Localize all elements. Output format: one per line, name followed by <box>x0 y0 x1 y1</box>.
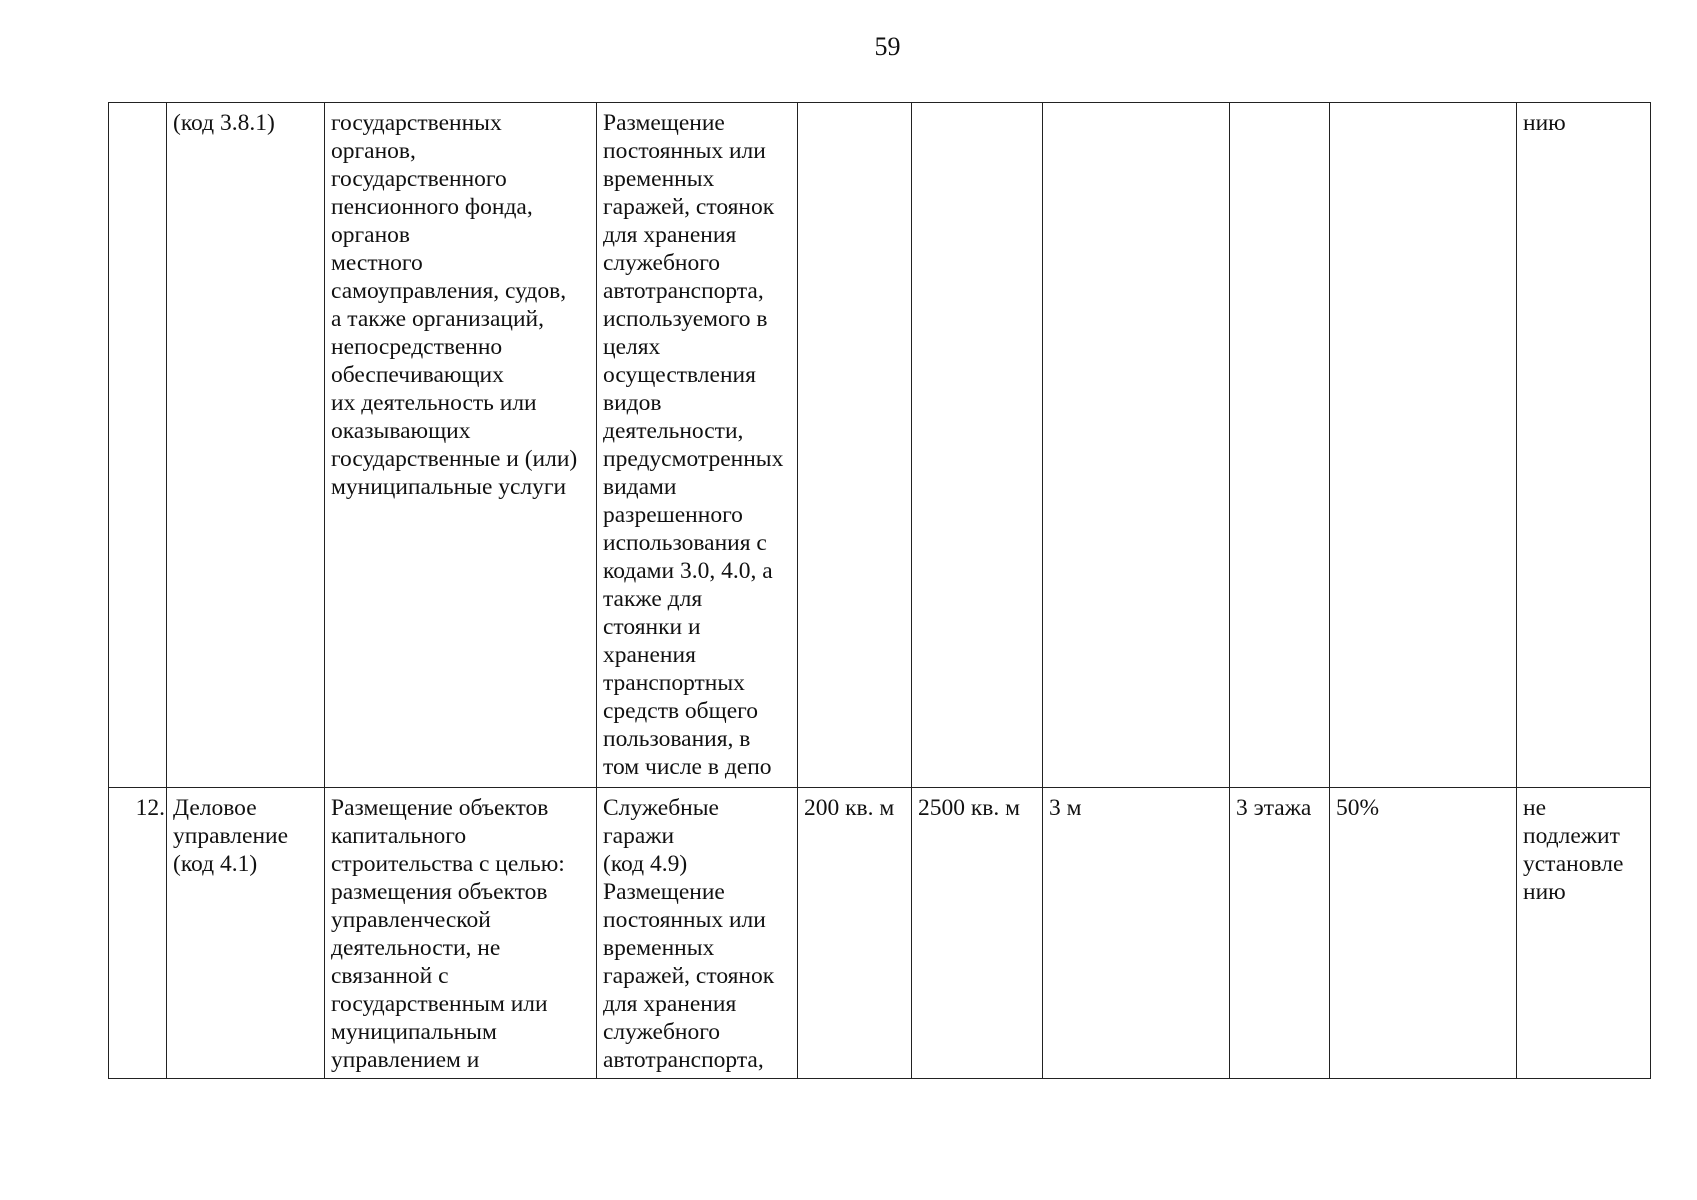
setback-cell <box>1043 103 1230 788</box>
floors-cell <box>1230 103 1330 788</box>
note-cell: нию <box>1517 103 1651 788</box>
zoning-table <box>108 102 1651 1079</box>
coverage-cell: 50% <box>1330 788 1517 1079</box>
table-row <box>109 788 1651 1079</box>
use-name-cell: (код 3.8.1) <box>167 103 325 788</box>
auxiliary-use-cell: Размещение постоянных или временных гаражей, стоянок для хранения служебного автотранспорта, используемого в целях осуществления видов деятельности, предусмотренных видами разрешенного использования с кодами 3.0, 4.0, а также для стоянки и хранения транспортных средств общего пользования, в том числе в депо <box>597 103 798 788</box>
setback-cell: 3 м <box>1043 788 1230 1079</box>
auxiliary-use-cell: Служебные гаражи (код 4.9) Размещение постоянных или временных гаражей, стоянок для хранения служебного автотранспорта, <box>597 788 798 1079</box>
use-description-cell: государственных органов, государственного пенсионного фонда, органов местного самоуправления, судов, а также организаций, непосредственно обеспечивающих их деятельность или оказывающих государственные и (или) муниципальные услуги <box>325 103 597 788</box>
note-cell: не подлежит установле нию <box>1517 788 1651 1079</box>
min-area-cell <box>798 103 912 788</box>
row-number-cell: 12. <box>109 788 167 1079</box>
page-number: 59 <box>874 32 901 61</box>
coverage-cell <box>1330 103 1517 788</box>
row-number-cell <box>109 103 167 788</box>
min-area-cell: 200 кв. м <box>798 788 912 1079</box>
max-area-cell: 2500 кв. м <box>912 788 1043 1079</box>
use-description-cell: Размещение объектов капитального строительства с целью: размещения объектов управленческой деятельности, не связанной с государственным или муниципальным управлением и <box>325 788 597 1079</box>
floors-cell: 3 этажа <box>1230 788 1330 1079</box>
max-area-cell <box>912 103 1043 788</box>
table-row <box>109 103 1651 788</box>
use-name-cell: Деловое управление (код 4.1) <box>167 788 325 1079</box>
